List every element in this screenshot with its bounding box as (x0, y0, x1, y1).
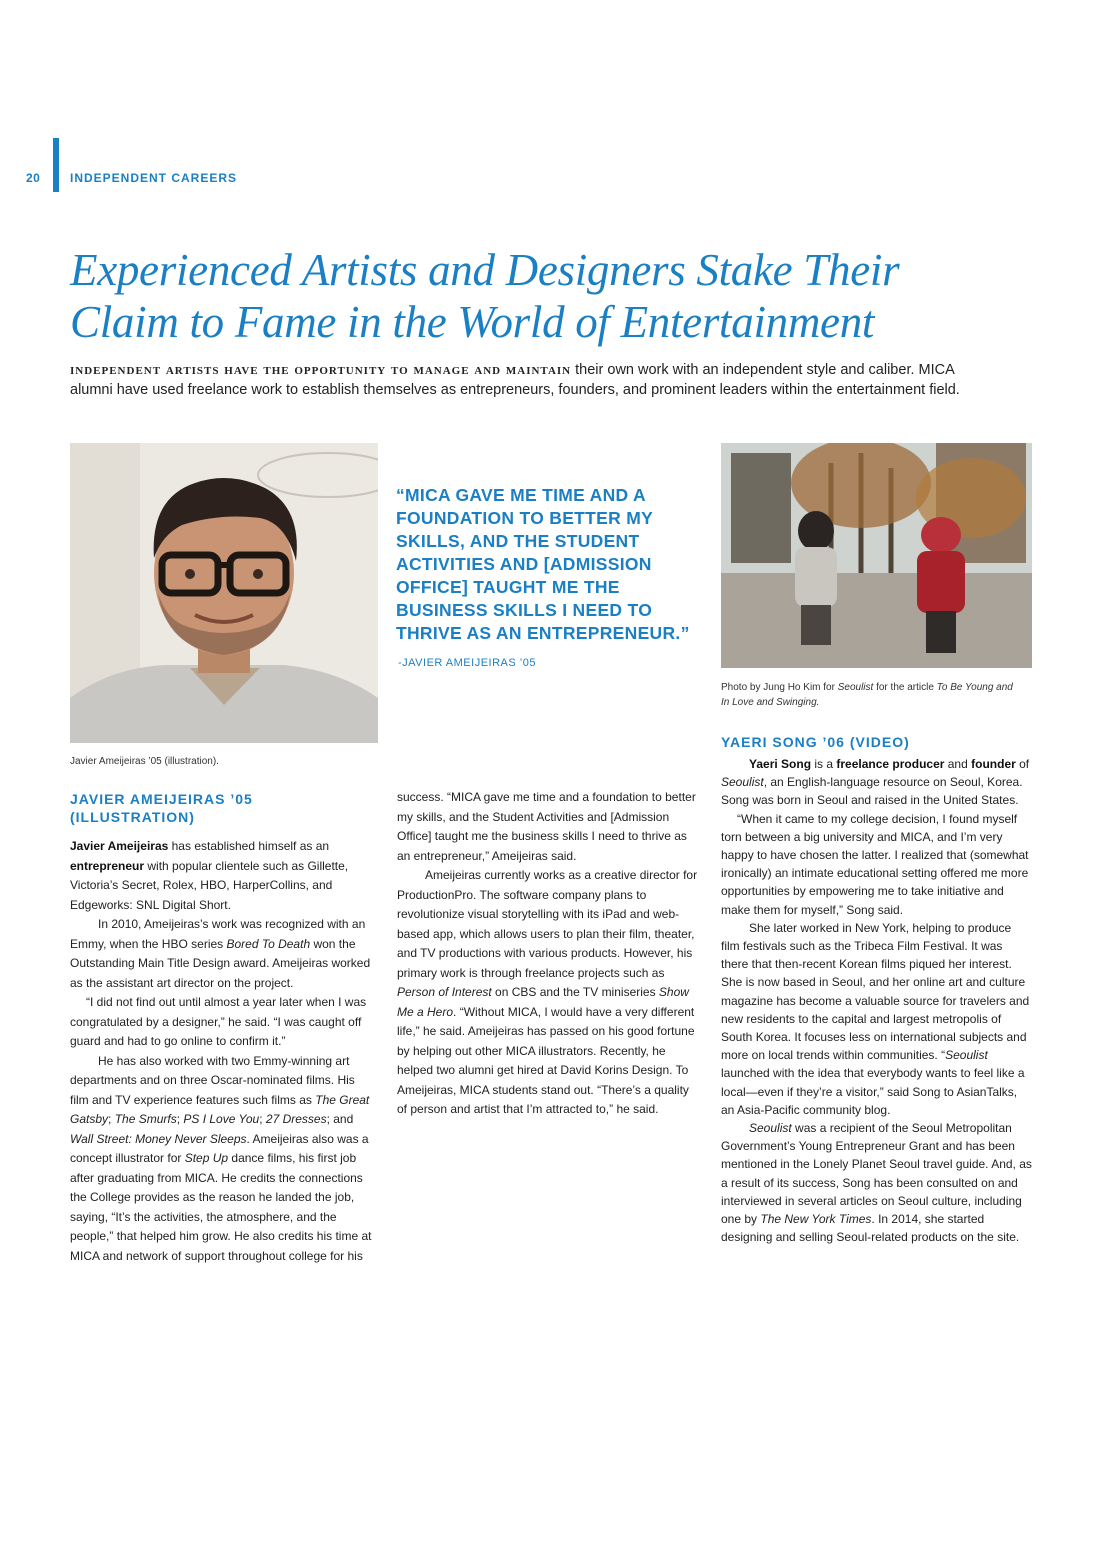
caption-publication: Seoulist (837, 682, 874, 693)
article-headline (70, 244, 1070, 348)
highlight-name: Javier Ameijeiras (70, 839, 169, 853)
yaeri-song-photo (721, 443, 1032, 668)
yaeri-paragraph-4 (721, 1119, 1033, 1246)
yaeri-paragraph-2: “When it came to my college decision, I found myself torn between a big university and MICA, and I’m very happy to have chosen the latter. I realized that (somewhat ironically) an intimate educational setting offered me more opportunities by empowering me to take initiative and make them for myself,” Song said. (721, 811, 1029, 917)
intro-text: their own work with an independent style and caliber. MICA alumni have used freelance work to establish themselves as entrepreneurs, founders, and prominent leaders within the entertainment field. (70, 362, 960, 398)
body-text: has established himself as an (168, 839, 330, 853)
caption-article-title: To Be Young and In Love and Swinging. (721, 682, 1013, 708)
javier-paragraph-3: “I did not find out until almost a year later when I was congratulated by a designer,” he said. “I was caught off guard and had to go online to confirm it.” (70, 995, 367, 1048)
javier-paragraph-6 (397, 866, 702, 1120)
highlight-name: Yaeri Song (749, 757, 812, 771)
body-text: . “Without MICA, I would have a very different life,” he said. Ameijeiras has passed on his good fortune by helping out other MICA illustrators. Recently, he helped two alumni get hired at David Korins Design. To Ameijeiras, MICA students stand out. “There’s a quality of person and artist that I’m attracted to,” he said. (397, 1004, 695, 1116)
javier-portrait-photo (70, 443, 378, 743)
body-text: with popular clientele such as Gillette, Victoria’s Secret, Rolex, HBO, HarperCollins, and Edgeworks: SNL Digital Short. (70, 858, 349, 912)
yaeri-section-heading: YAERI SONG ’06 (VIDEO) (721, 734, 910, 750)
body-text: ; (108, 1112, 115, 1126)
body-text: ; (259, 1112, 266, 1126)
body-text: In 2010, Ameijeiras’s work was recognized with an Emmy, when the HBO series (70, 917, 366, 951)
film-title: The Great Gatsby (70, 1092, 370, 1126)
body-text: He has also worked with two Emmy-winning art departments and on three Oscar-nominated films. His film and TV experience features such films as (70, 1053, 355, 1107)
yaeri-paragraph-3 (721, 919, 1033, 1119)
caption-text: for the article (873, 682, 937, 693)
section-accent-bar (53, 138, 59, 192)
body-text: . Ameijeiras also was a concept illustrator for (70, 1131, 369, 1165)
highlight-role: entrepreneur (70, 858, 145, 873)
film-title: The Smurfs (114, 1112, 177, 1126)
body-column-3 (721, 755, 1033, 1246)
body-text: launched with the idea that everybody wants to feel like a local—even if they’re a visitor,” said Song to AsianTalks, an Asia-Pacific community blog. (721, 1066, 1025, 1117)
body-text: dance films, his first job after graduating from MICA. He credits the connections the College provides as the reason he landed the job, saying, “It’s the activities, the atmosphere, and the people,” that helped him grow. He also credits his time at MICA and network of support throughout college for his (70, 1151, 372, 1263)
film-title: Wall Street: Money Never Sleeps (70, 1131, 247, 1146)
headline-line-1: Experienced Artists and Designers Stake Their (70, 245, 900, 295)
body-text: ; (176, 1112, 184, 1126)
section-label: INDEPENDENT CAREERS (70, 171, 238, 185)
body-text: Ameijeiras currently works as a creative director for ProductionPro. The software company plans to revolutionize visual storytelling with its iPad and web-based app, which allows users to plan their film, theater, and TV productions with various products. However, his primary work is through freelance projects such as (397, 868, 698, 980)
highlight-role: founder (971, 757, 1016, 771)
show-title: Show Me a Hero (397, 985, 689, 1019)
body-text: ; and (326, 1112, 354, 1126)
article-intro (70, 360, 970, 400)
body-text: . In 2014, she started designing and selling Seoul-related products on the site. (721, 1212, 1020, 1245)
yaeri-paragraph-1 (721, 755, 1033, 810)
body-column-1 (70, 837, 376, 1266)
caption-text: Photo by Jung Ho Kim for (721, 682, 838, 693)
publication-title: Seoulist (749, 1121, 792, 1136)
body-text: and (944, 757, 972, 771)
pull-quote-credit: -JAVIER AMEIJEIRAS ’05 (398, 657, 536, 669)
javier-paragraph-2 (70, 915, 376, 993)
body-text: won the Outstanding Main Title Design award. Ameijeiras worked as the assistant art director on the project. (70, 936, 371, 990)
body-text: of (1015, 757, 1030, 771)
film-title: 27 Dresses (265, 1112, 327, 1126)
javier-portrait-illustration (70, 443, 378, 743)
show-title: Bored To Death (226, 936, 311, 951)
film-title: PS I Love You (183, 1112, 260, 1126)
show-title: Person of Interest (397, 985, 492, 999)
body-text: is a (811, 757, 837, 771)
headline-line-2: Claim to Fame in the World of Entertainment (70, 297, 875, 347)
body-text: was a recipient of the Seoul Metropolitan Government’s Young Entrepreneur Grant and has been mentioned in the Lonely Planet Seoul travel guide. And, as a result of its success, Song has been consulted on and interviewed in several articles on Seoul culture, including one by (721, 1121, 1032, 1227)
publication-title: Seoulist (945, 1048, 988, 1063)
body-text: on CBS and the TV miniseries (491, 985, 659, 999)
body-text: She later worked in New York, helping to produce film festivals such as the Tribeca Film Festival. It was there that then-recent Korean films piqued her interest. She is now based in Seoul, and her online art and culture magazine has become a valuable source for travelers and new residents to the capital and largest metropolis of South Korea. It focuses less on international subjects and more on local trends within communities. “ (721, 920, 1030, 1063)
film-title: Step Up (184, 1151, 229, 1165)
body-text: , an English-language resource on Seoul, Korea. Song was born in Seoul and raised in the United States. (721, 775, 1023, 808)
javier-paragraph-5: success. “MICA gave me time and a foundation to better my skills, and the Student Activities and [Admission Office] taught me the business skills I need to thrive as an entrepreneur,” Ameijeiras said. (397, 790, 696, 863)
publication-title: Seoulist (721, 775, 764, 790)
javier-photo-caption: Javier Ameijeiras ’05 (illustration). (70, 756, 219, 767)
body-column-2 (397, 788, 702, 1120)
highlight-role: freelance producer (836, 757, 945, 771)
javier-paragraph-1 (70, 837, 376, 915)
yaeri-photo-caption (721, 680, 1021, 710)
publication-title: The New York Times (760, 1212, 872, 1227)
yaeri-song-illustration (721, 443, 1032, 668)
pull-quote: “MICA GAVE ME TIME AND A FOUNDATION TO BETTER MY SKILLS, AND THE STUDENT ACTIVITIES AND [ADMISSION OFFICE] TAUGHT ME THE BUSINESS SKILLS I NEED TO THRIVE AS AN ENTREPRENEUR.” (396, 485, 690, 643)
javier-paragraph-4 (70, 1052, 376, 1267)
page-number: 20 (26, 171, 41, 185)
intro-lead: independent artists have the opportunity to manage and maintain (70, 362, 572, 378)
javier-section-heading: JAVIER AMEIJEIRAS ’05 (ILLUSTRATION) (70, 791, 253, 825)
